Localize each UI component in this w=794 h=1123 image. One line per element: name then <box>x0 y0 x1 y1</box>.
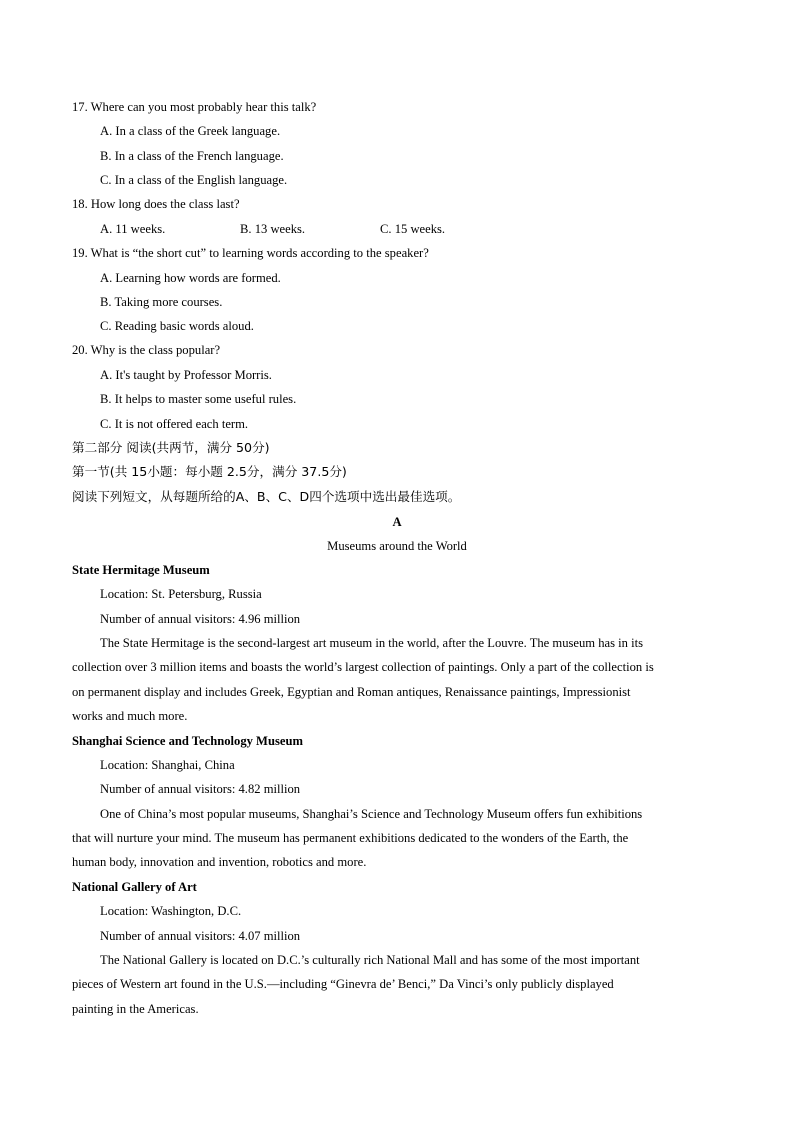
question-19-option-a: A. Learning how words are formed. <box>100 271 281 285</box>
part-heading: 第二部分 阅读(共两节，满分 50分) <box>72 440 270 455</box>
question-20-option-b: B. It helps to master some useful rules. <box>100 392 297 406</box>
question-20-option-c: C. It is not offered each term. <box>100 417 249 431</box>
museum-3-name: National Gallery of Art <box>72 880 197 894</box>
question-20-option-a: A. It's taught by Professor Morris. <box>100 368 272 382</box>
passage-title: Museums around the World <box>327 539 467 553</box>
museum-1-text-line: on permanent display and includes Greek, Egyptian and Roman antiques, Renaissance paintings, Impressionist <box>72 685 631 699</box>
passage-letter: A <box>392 515 402 529</box>
question-18-stem: 18. How long does the class last? <box>72 197 240 211</box>
museum-1-visitors: Number of annual visitors: 4.96 million <box>100 612 301 626</box>
question-18-option-a: A. 11 weeks. <box>100 222 166 236</box>
museum-2-text-line: that will nurture your mind. The museum has permanent exhibitions dedicated to the wonders of the Earth, the <box>72 831 629 845</box>
museum-2-visitors: Number of annual visitors: 4.82 million <box>100 782 301 796</box>
museum-1-text-line: The State Hermitage is the second-largest art museum in the world, after the Louvre. The museum has in its <box>100 636 644 650</box>
question-20-stem: 20. Why is the class popular? <box>72 343 221 357</box>
museum-3-location: Location: Washington, D.C. <box>100 904 242 918</box>
museum-3-visitors: Number of annual visitors: 4.07 million <box>100 929 301 943</box>
museum-3-text-line: pieces of Western art found in the U.S.—including “Ginevra de’ Benci,” Da Vinci’s only publicly displayed <box>72 977 614 991</box>
museum-2-location: Location: Shanghai, China <box>100 758 235 772</box>
question-18-option-b: B. 13 weeks. <box>240 222 306 236</box>
museum-1-text-line: works and much more. <box>72 709 188 723</box>
museum-3-text-line: painting in the Americas. <box>72 1002 199 1016</box>
question-19-option-b: B. Taking more courses. <box>100 295 223 309</box>
question-19-stem: 19. What is “the short cut” to learning words according to the speaker? <box>72 246 429 260</box>
question-17-option-b: B. In a class of the French language. <box>100 149 284 163</box>
museum-2-name: Shanghai Science and Technology Museum <box>72 734 303 748</box>
question-17-option-a: A. In a class of the Greek language. <box>100 124 281 138</box>
museum-1-text-line: collection over 3 million items and boasts the world’s largest collection of paintings. Only a part of the collection is <box>72 660 654 674</box>
museum-2-text-line: human body, innovation and invention, robotics and more. <box>72 855 367 869</box>
section-heading: 第一节(共 15小题：每小题 2.5分，满分 37.5分) <box>72 464 347 479</box>
question-17-option-c: C. In a class of the English language. <box>100 173 288 187</box>
question-17-stem: 17. Where can you most probably hear this talk? <box>72 100 317 114</box>
museum-3-text-line: The National Gallery is located on D.C.’s culturally rich National Mall and has some of the most important <box>100 953 640 967</box>
museum-1-name: State Hermitage Museum <box>72 563 210 577</box>
question-18-option-c: C. 15 weeks. <box>380 222 446 236</box>
question-19-option-c: C. Reading basic words aloud. <box>100 319 254 333</box>
museum-2-text-line: One of China’s most popular museums, Shanghai’s Science and Technology Museum offers fun exhibitions <box>100 807 643 821</box>
museum-1-location: Location: St. Petersburg, Russia <box>100 587 262 601</box>
reading-instruction: 阅读下列短文，从每题所给的A、B、C、D四个选项中选出最佳选项。 <box>72 489 461 504</box>
